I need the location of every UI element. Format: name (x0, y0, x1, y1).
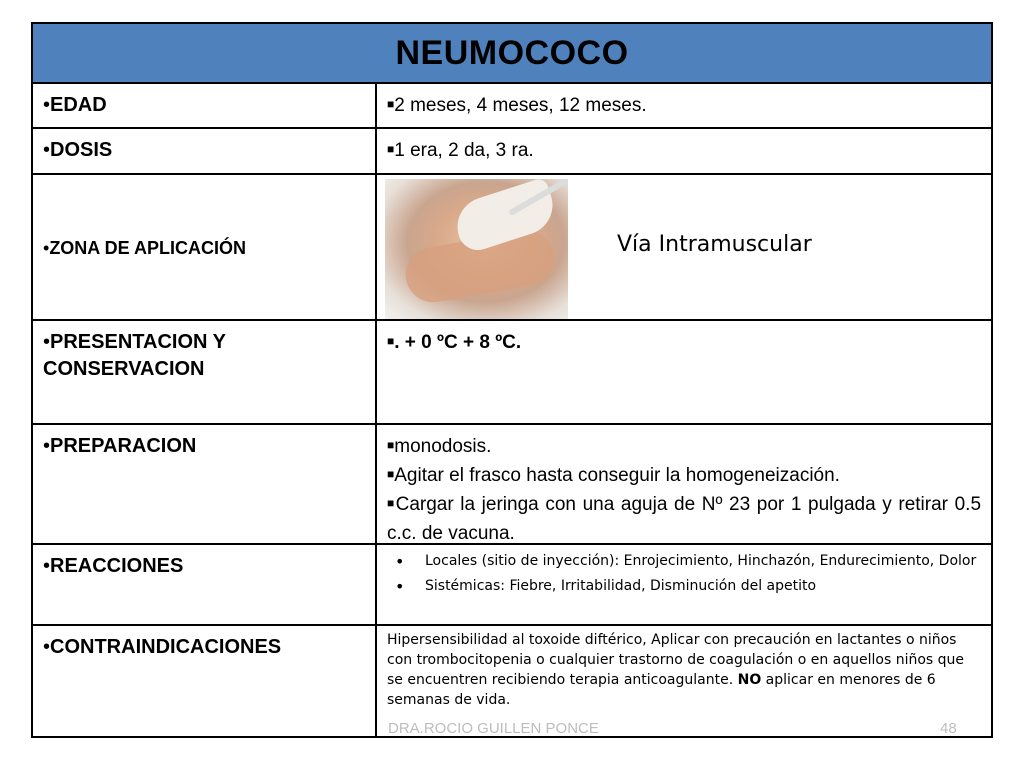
page-number: 48 (940, 720, 957, 737)
label-cell: •ZONA DE APLICACIÓN (33, 175, 377, 319)
list-item: • Locales (sitio de inyección): Enrojecimiento, Hinchazón, Endurecimiento, Dolor (395, 552, 977, 571)
label-cell: •PRESENTACION Y CONSERVACION (33, 321, 377, 423)
row-reacciones (33, 545, 991, 626)
square-bullet-icon: ■ (387, 142, 395, 156)
prep-line: ■Agitar el frasco hasta conseguir la homogeneización. (387, 465, 840, 486)
value-cell (377, 425, 991, 543)
value-cell (377, 545, 991, 624)
prep-line: ■monodosis. (387, 436, 492, 457)
contra-text-end: aplicar en menores de 6 semanas de vida. (387, 672, 936, 708)
row-label: CONTRAINDICACIONES (50, 636, 282, 658)
row-value: 2 meses, 4 meses, 12 meses. (394, 95, 647, 116)
bullet-icon: • (395, 552, 405, 571)
table-title: NEUMOCOCO (395, 33, 629, 72)
label-cell: •CONTRAINDICACIONES (33, 626, 377, 736)
value-cell (377, 175, 991, 319)
title-row (33, 24, 991, 84)
row-preparacion (33, 425, 991, 545)
value-cell (377, 84, 991, 127)
list-item: • Sistémicas: Fiebre, Irritabilidad, Disminución del apetito (395, 577, 817, 596)
label-cell: •DOSIS (33, 129, 377, 173)
row-value: . + 0 ºC + 8 ºC. (394, 332, 522, 353)
row-label: REACCIONES (50, 555, 184, 577)
row-dosis (33, 129, 991, 175)
value-cell (377, 129, 991, 173)
contra-text: Hipersensibilidad al toxoide diftérico, Aplicar con precaución en lactantes o niños con trombocitopenia o cualquier trastorno de coagulación o en aquellos niños que se encuentren recibiendo terapia anticoagulante. (387, 632, 965, 688)
square-bullet-icon: ■ (387, 438, 395, 452)
row-zona (33, 175, 991, 321)
bullet-icon: • (395, 577, 405, 596)
row-edad (33, 84, 991, 129)
contra-bold: NO (737, 672, 762, 688)
row-label: PREPARACION (50, 435, 197, 457)
square-bullet-icon: ■ (387, 496, 396, 510)
label-cell: •EDAD (33, 84, 377, 127)
prep-line: ■Cargar la jeringa con una aguja de Nº 23 por 1 pulgada y retirar 0.5 c.c. de vacuna. (387, 494, 982, 544)
square-bullet-icon: ■ (387, 97, 395, 111)
label-cell: •PREPARACION (33, 425, 377, 543)
footer-author: DRA.ROCIO GUILLEN PONCE (388, 720, 599, 737)
row-label: DOSIS (50, 139, 113, 161)
row-label: ZONA DE APLICACIÓN (49, 238, 246, 258)
reaction-list (387, 551, 981, 597)
vaccine-table (31, 22, 993, 738)
injection-photo (385, 179, 568, 319)
row-presentacion (33, 321, 991, 425)
square-bullet-icon: ■ (387, 334, 395, 348)
row-value: 1 era, 2 da, 3 ra. (394, 140, 534, 161)
label-cell: •REACCIONES (33, 545, 377, 624)
row-label: PRESENTACION Y CONSERVACION (43, 331, 226, 380)
row-label: EDAD (50, 94, 107, 116)
row-value: Vía Intramuscular (617, 232, 812, 257)
square-bullet-icon: ■ (387, 467, 395, 481)
value-cell (377, 321, 991, 423)
